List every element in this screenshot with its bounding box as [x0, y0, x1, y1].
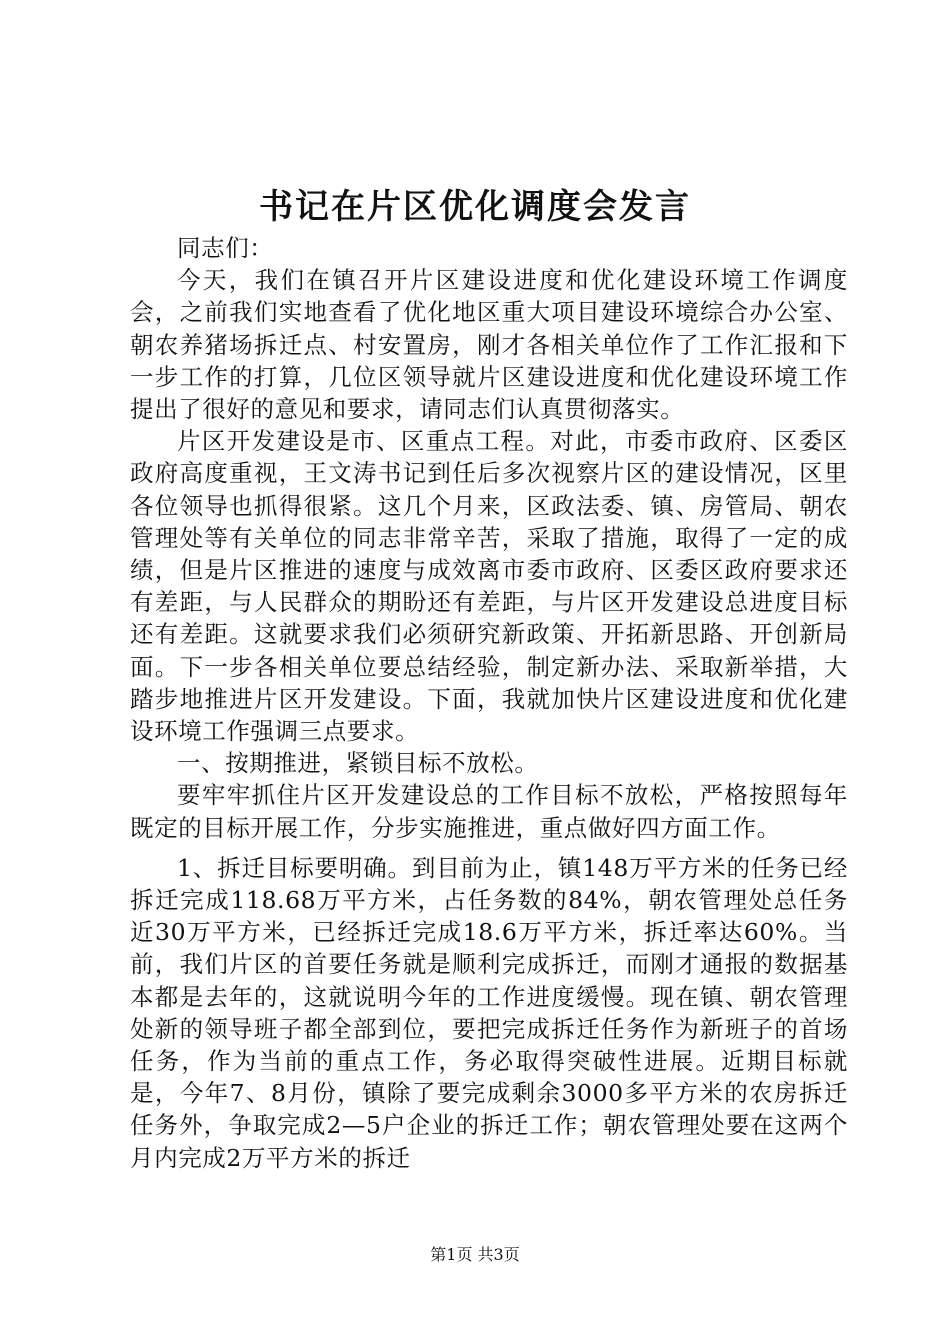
page-footer: 第1页 共3页 [430, 1245, 520, 1264]
body-paragraph: 片区开发建设是市、区重点工程。对此，市委市政府、区委区政府高度重视，王文涛书记到任后多次视察片区的建设情况，区里各位领导也抓得很紧。这几个月来，区政法委、镇、房管局、朝农管理处等有关单位的同志非常辛苦，采取了措施，取得了一定的成绩，但是片区推进的速度与成效离市委市政府、区委区政府要求还有差距，与人民群众的期盼还有差距，与片区开发建设总进度目标还有差距。这就要求我们必须研究新政策、开拓新思路、开创新局面。下一步各相关单位要总结经验，制定新办法、采取新举措，大踏步地推进片区开发建设。下面，我就加快片区建设进度和优化建设环境工作强调三点要求。 [130, 427, 848, 746]
page-title: 书记在片区优化调度会发言 [259, 187, 691, 227]
body-paragraph: 1、拆迁目标要明确。到目前为止，镇148万平方米的任务已经拆迁完成118.68万平方米，占任务数的84%，朝农管理处总任务近30万平方米，已经拆迁完成18.6万平方米，拆迁率达60%。当前，我们片区的首要任务就是顺利完成拆迁，而刚才通报的数据基本都是去年的，这就说明今年的工作进度缓慢。现在镇、朝农管理处新的领导班子都全部到位，要把完成拆迁任务作为新班子的首场任务，作为当前的重点工作，务必取得突破性进展。近期目标就是，今年7、8月份，镇除了要完成剩余3000多平方米的农房拆迁任务外，争取完成2—5户企业的拆迁工作；朝农管理处要在这两个月内完成2万平方米的拆迁 [130, 853, 848, 1172]
section-heading: 一、按期推进，紧锁目标不放松。 [177, 749, 539, 778]
document-body [130, 232, 848, 1174]
salutation-paragraph: 同志们： [177, 234, 274, 262]
body-paragraph: 今天，我们在镇召开片区建设进度和优化建设环境工作调度会，之前我们实地查看了优化地区重大项目建设环境综合办公室、朝农养猪场拆迁点、村安置房，刚才各相关单位作了工作汇报和下一步工作的打算，几位区领导就片区建设进度和优化建设环境工作提出了很好的意见和要求，请同志们认真贯彻落实。 [130, 266, 848, 424]
body-paragraph: 要牢牢抓住片区开发建设总的工作目标不放松，严格按照每年既定的目标开展工作，分步实施推进，重点做好四方面工作。 [130, 781, 848, 842]
